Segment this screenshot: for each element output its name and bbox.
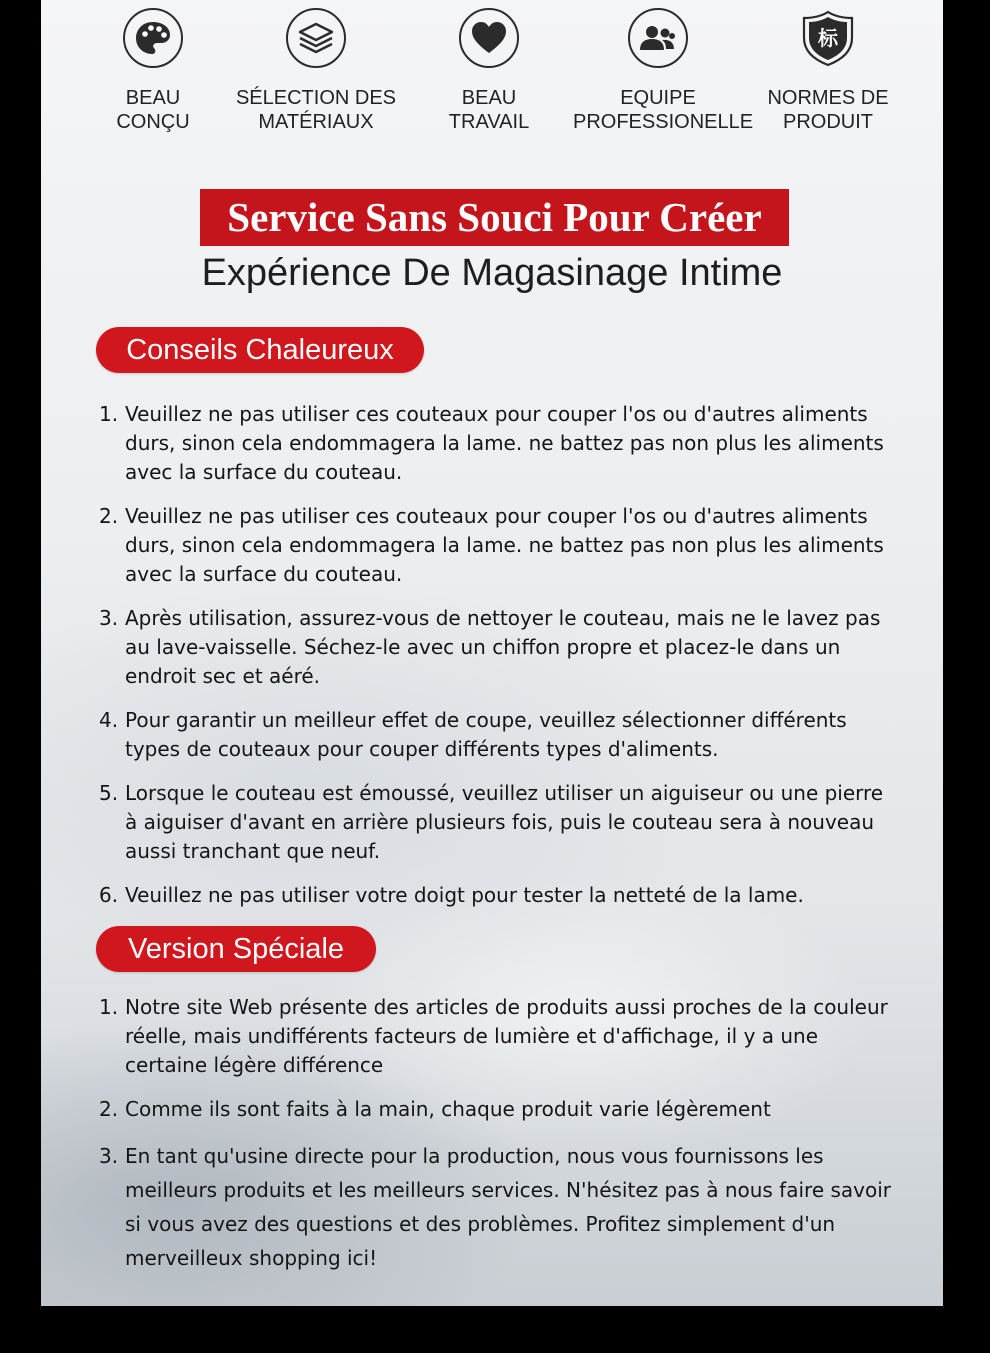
feature-design	[68, 8, 238, 134]
list-number: 5.	[99, 781, 119, 805]
list-text: Notre site Web présente des articles de produits aussi proches de la couleur réelle, mais undifférents facteurs de lumière et d'affichage, il y a une certaine légère différence	[125, 995, 888, 1077]
section-title-tips: Conseils Chaleureux	[96, 327, 424, 373]
feature-label: BEAU TRAVAIL	[448, 87, 530, 133]
feature-label: NORMES DE PRODUIT	[767, 87, 889, 133]
feature-team	[573, 8, 754, 134]
list-item	[99, 993, 899, 1080]
list-item	[99, 779, 899, 866]
section-title-special: Version Spéciale	[96, 926, 376, 972]
team-icon	[628, 8, 688, 68]
list-number: 1.	[99, 995, 119, 1019]
list-text: Pour garantir un meilleur effet de coupe, veuillez sélectionner différents types de couteaux pour couper différents types d'aliments.	[125, 708, 847, 761]
page-subtitle: Expérience De Magasinage Intime	[201, 252, 783, 294]
list-item	[99, 502, 899, 589]
list-text: Veuillez ne pas utiliser votre doigt pour tester la netteté de la lame.	[125, 883, 804, 907]
list-number: 1.	[99, 402, 119, 426]
feature-standards	[743, 8, 913, 134]
heart-icon	[459, 8, 519, 68]
list-item	[99, 881, 899, 910]
feature-work	[404, 8, 574, 134]
list-number: 3.	[99, 606, 119, 630]
layers-icon	[286, 8, 346, 68]
feature-materials	[231, 8, 401, 134]
list-number: 4.	[99, 708, 119, 732]
page-title: Service Sans Souci Pour Créer	[200, 189, 789, 246]
content-panel	[41, 0, 943, 1306]
list-number: 6.	[99, 883, 119, 907]
list-item	[99, 1139, 899, 1275]
list-number: 2.	[99, 1097, 119, 1121]
list-number: 2.	[99, 504, 119, 528]
palette-icon	[123, 8, 183, 68]
feature-row	[41, 8, 943, 138]
list-text: Comme ils sont faits à la main, chaque produit varie légèrement	[125, 1097, 771, 1121]
shield-badge-text: 标	[818, 26, 838, 50]
list-number: 3.	[99, 1144, 119, 1168]
tips-list	[99, 400, 899, 910]
feature-label: SÉLECTION DES MATÉRIAUX	[235, 87, 397, 133]
list-item	[99, 1095, 899, 1124]
list-item	[99, 604, 899, 691]
shield-icon	[798, 8, 858, 68]
list-text: Veuillez ne pas utiliser ces couteaux pour couper l'os ou d'autres aliments durs, sinon cela endommagera la lame. ne battez pas non plus les aliments avec la surface du couteau.	[125, 504, 884, 586]
feature-label: BEAU CONÇU	[116, 87, 190, 133]
list-text: Après utilisation, assurez-vous de nettoyer le couteau, mais ne le lavez pas au lave-vaisselle. Séchez-le avec un chiffon propre et placez-le dans un endroit sec et aéré.	[125, 606, 881, 688]
list-text: En tant qu'usine directe pour la production, nous vous fournissons les meilleurs produits et les meilleurs services. N'hésitez pas à nous faire savoir si vous avez des questions et des problèmes. Profitez simplement d'un merveilleux shopping ici!	[125, 1144, 892, 1270]
feature-label: EQUIPE PROFESSIONELLE	[573, 87, 754, 133]
list-item	[99, 706, 899, 764]
list-text: Lorsque le couteau est émoussé, veuillez utiliser un aiguiseur ou une pierre à aiguiser d'avant en arrière plusieurs fois, puis le couteau sera à nouveau aussi tranchant que neuf.	[125, 781, 884, 863]
list-item	[99, 400, 899, 487]
special-list	[99, 993, 899, 1275]
list-text: Veuillez ne pas utiliser ces couteaux pour couper l'os ou d'autres aliments durs, sinon cela endommagera la lame. ne battez pas non plus les aliments avec la surface du couteau.	[125, 402, 884, 484]
